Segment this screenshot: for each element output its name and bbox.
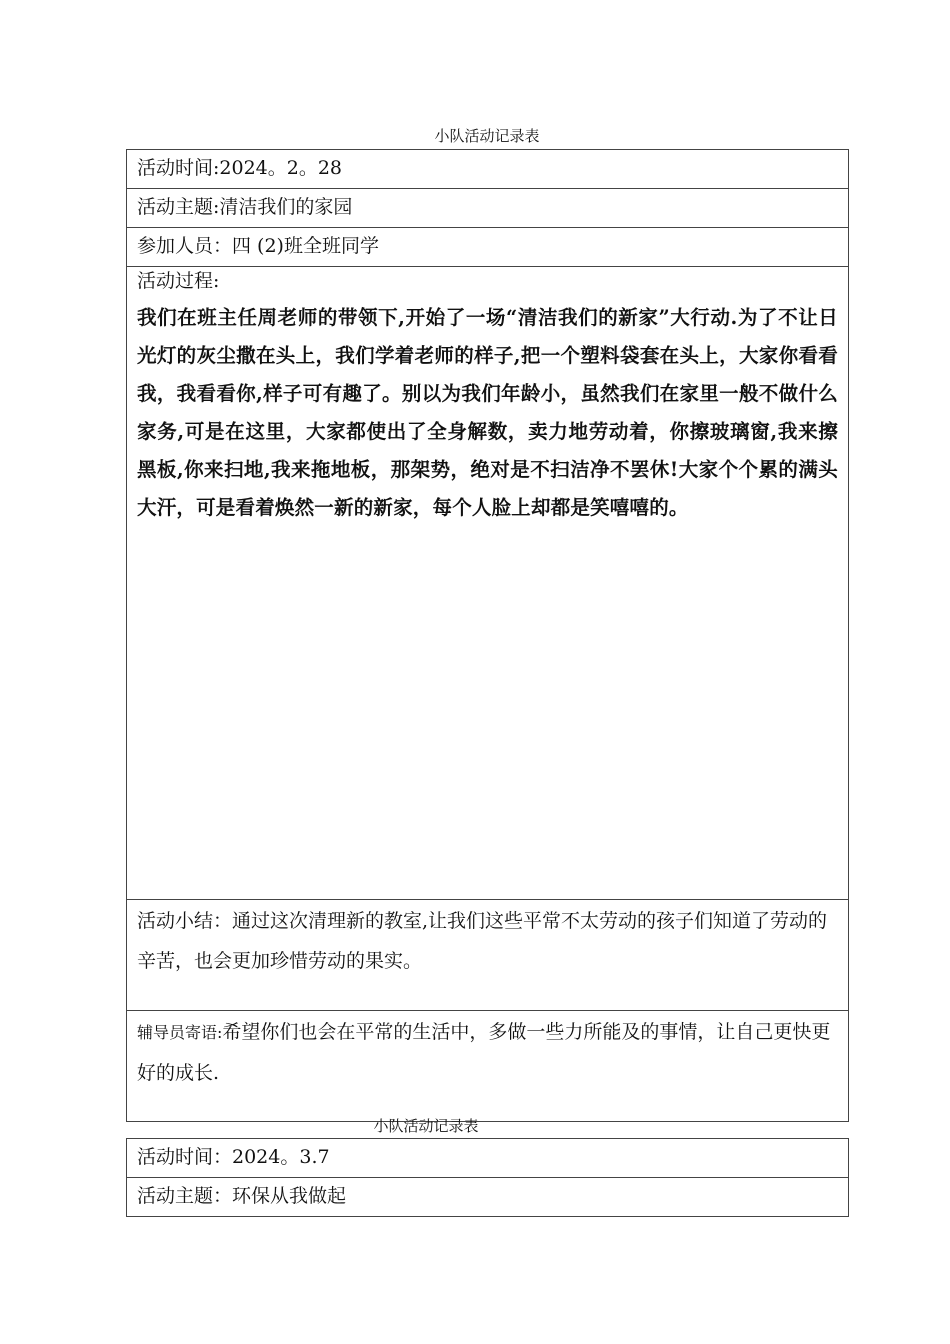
row-activity-theme-2 [127, 1178, 849, 1217]
counselor-advice-cell [127, 1011, 849, 1122]
record-table-1-caption: 小队活动记录表 [434, 127, 540, 145]
row-activity-time-2 [127, 1139, 849, 1178]
activity-process-cell [127, 267, 849, 900]
activity-time-2: 活动时间：2024。3.7 [137, 1146, 330, 1168]
counselor-advice-text: 希望你们也会在平常的生活中，多做一些力所能及的事情，让自己更快更好的成长. [137, 1021, 831, 1084]
activity-process-label: 活动过程: [137, 270, 220, 292]
activity-time: 活动时间:2024。2。28 [137, 157, 343, 179]
activity-summary: 活动小结：通过这次清理新的教室,让我们这些平常不太劳动的孩子们知道了劳动的辛苦，也会更加珍惜劳动的果实。 [137, 910, 828, 972]
activity-theme-2: 活动主题：环保从我做起 [137, 1185, 347, 1207]
row-participants [127, 228, 849, 267]
activity-summary-cell [127, 900, 849, 1011]
activity-theme-cell [127, 189, 849, 228]
activity-process-text: 我们在班主任周老师的带领下,开始了一场“清洁我们的新家”大行动.为了不让日光灯的灰尘撒在头上，我们学着老师的样子,把一个塑料袋套在头上，大家你看看我，我看看你,样子可有趣了。别以为我们年龄小，虽然我们在家里一般不做什么家务,可是在这里，大家都使出了全身解数，卖力地劳动着，你擦玻璃窗,我来擦黑板,你来扫地,我来拖地板，那架势，绝对是不扫洁净不罢休!大家个个累的满头大汗，可是看着焕然一新的新家，每个人脸上却都是笑嘻嘻的。 [137, 306, 838, 519]
row-counselor-advice [127, 1011, 849, 1122]
activity-record-table-1 [126, 149, 849, 1122]
participants: 参加人员：四 (2)班全班同学 [137, 235, 379, 257]
row-activity-process [127, 267, 849, 900]
activity-time-cell [127, 150, 849, 189]
activity-theme-cell-2 [127, 1178, 849, 1217]
activity-time-cell-2 [127, 1139, 849, 1178]
row-activity-theme [127, 189, 849, 228]
record-table-2-caption: 小队活动记录表 [373, 1117, 479, 1135]
participants-cell [127, 228, 849, 267]
activity-theme: 活动主题:清洁我们的家园 [137, 196, 353, 218]
row-activity-time [127, 150, 849, 189]
activity-record-table-2 [126, 1138, 849, 1217]
counselor-advice-label: 辅导员寄语: [137, 1023, 223, 1042]
row-activity-summary [127, 900, 849, 1011]
counselor-advice [137, 1011, 838, 1093]
